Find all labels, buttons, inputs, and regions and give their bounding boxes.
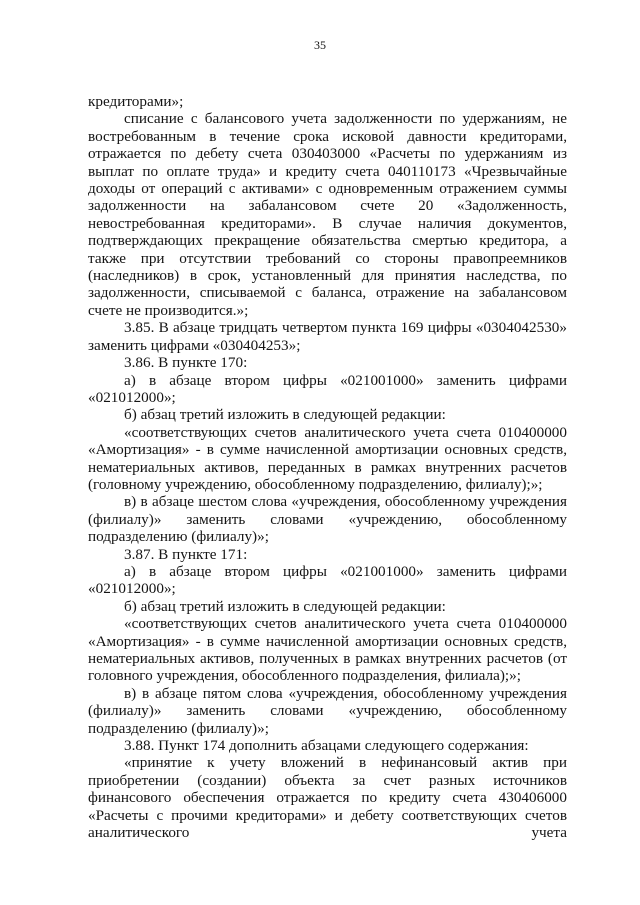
paragraph-p13: в) в абзаце пятом слова «учреждения, обособленному учреждения (филиалу)» заменить словами «учреждению, обособленному подразделению (филиалу)»;: [88, 684, 567, 737]
paragraph-p15: «принятие к учету вложений в нефинансовый актив при приобретении (создании) объекта за счет разных источников финансового обеспечения отражается по кредиту счета 430406000 «Расчеты с прочими кредиторами» и дебету соответствующих счетов аналитического учета: [88, 754, 567, 842]
paragraph-p10: а) в абзаце втором цифры «021001000» заменить цифрами «021012000»;: [88, 562, 567, 598]
paragraph-p4: 3.86. В пункте 170:: [124, 354, 248, 372]
paragraph-p1: кредиторами»;: [88, 93, 184, 110]
paragraph-p14: 3.88. Пункт 174 дополнить абзацами следующего содержания:: [124, 737, 529, 755]
paragraph-p2: списание с балансового учета задолженности по удержаниям, не востребованным в течение срока исковой давности кредиторами, отражается по дебету счета 030403000 «Расчеты по удержаниям из выплат по оплате труда» и кредиту счета 040110173 «Чрезвычайные доходы от операций с активами» с одновременным отражением суммы задолженности на забалансовом счете 20 «Задолженность, невостребованная кредиторами». В случае наличия документов, подтверждающих прекращение обязательства смертью кредитора, а также при отсутствии требований со стороны правопреемников (наследников) в срок, установленный для принятия наследства, по задолженности, списываемой с баланса, отражение на забалансовом счете не производится.»;: [88, 110, 567, 319]
paragraph-p3: 3.85. В абзаце тридцать четвертом пункта 169 цифры «0304042530» заменить цифрами «030404253»;: [88, 319, 567, 354]
document-body: [88, 93, 567, 841]
paragraph-p8: в) в абзаце шестом слова «учреждения, обособленному учреждения (филиалу)» заменить словами «учреждению, обособленному подразделению (филиалу)»;: [88, 493, 567, 546]
page-number: 35: [314, 38, 326, 52]
paragraph-p12: «соответствующих счетов аналитического учета счета 010400000 «Амортизация» - в сумме начисленной амортизации основных средств, нематериальных активов, полученных в рамках внутренних расчетов (от головного учреждения, обособленного подразделения, филиала);»;: [88, 615, 567, 685]
paragraph-p6: б) абзац третий изложить в следующей редакции:: [124, 406, 446, 424]
paragraph-p7: «соответствующих счетов аналитического учета счета 010400000 «Амортизация» - в сумме начисленной амортизации основных средств, нематериальных активов, переданных в рамках внутренних расчетов (головному учреждению, обособленному подразделению, филиалу);»;: [88, 423, 567, 493]
paragraph-p9: 3.87. В пункте 171:: [124, 545, 248, 563]
paragraph-p11: б) абзац третий изложить в следующей редакции:: [124, 597, 446, 615]
paragraph-p5: а) в абзаце втором цифры «021001000» заменить цифрами «021012000»;: [88, 371, 567, 406]
